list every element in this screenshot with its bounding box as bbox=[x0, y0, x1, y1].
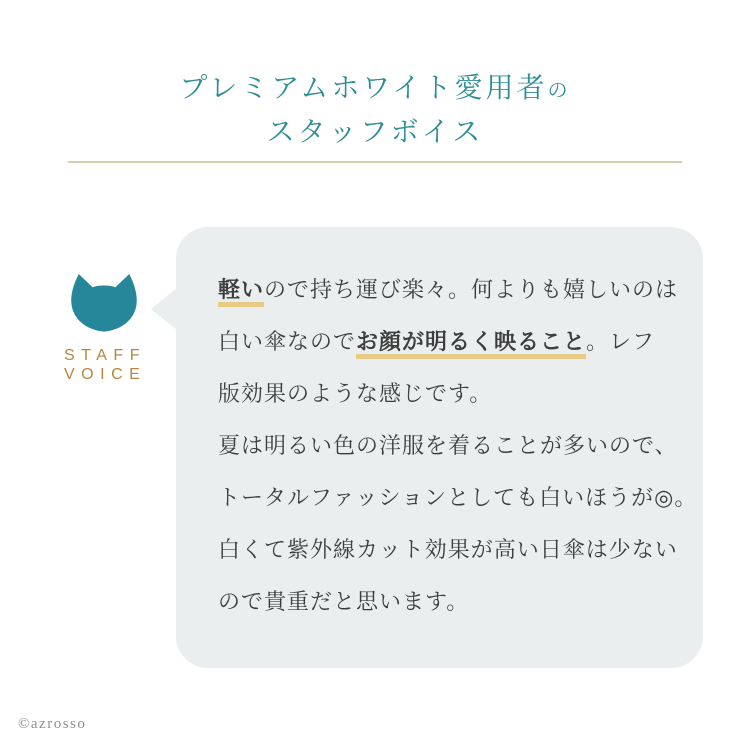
divider bbox=[68, 161, 682, 163]
testimonial-segment: 軽い bbox=[218, 277, 264, 307]
testimonial-line bbox=[218, 316, 687, 368]
testimonial-text bbox=[176, 227, 703, 628]
testimonial-segment: 白い傘なので bbox=[218, 329, 357, 354]
testimonial-segment: お顔が明るく映ること bbox=[356, 329, 586, 359]
staff-label-line2: VOICE bbox=[64, 366, 147, 383]
staff-voice-label bbox=[64, 346, 174, 384]
cat-icon bbox=[68, 274, 140, 333]
speech-bubble bbox=[176, 227, 703, 668]
testimonial-line bbox=[218, 368, 687, 420]
testimonial-segment: 。レフ bbox=[586, 329, 656, 354]
testimonial-segment: トータルファッションとしても白いほうが◎。 bbox=[218, 485, 698, 510]
testimonial-segment: 白くて紫外線カット効果が高い日傘は少ない bbox=[218, 537, 678, 562]
testimonial-line bbox=[218, 524, 687, 576]
page-title-line1: プレミアムホワイト愛用者の bbox=[179, 73, 571, 104]
testimonial-line bbox=[218, 472, 698, 524]
testimonial-segment: 夏は明るい色の洋服を着ることが多いので、 bbox=[218, 433, 678, 458]
staff-label-line1: STAFF bbox=[64, 347, 146, 364]
testimonial-line bbox=[218, 264, 687, 316]
page-title bbox=[0, 68, 750, 154]
copyright-watermark: ©azrosso bbox=[18, 716, 87, 732]
testimonial-line bbox=[218, 420, 687, 472]
speech-bubble-tail bbox=[151, 288, 177, 330]
testimonial-segment: 版効果のような感じです。 bbox=[218, 381, 493, 406]
testimonial-line bbox=[218, 576, 687, 628]
testimonial-segment: ので持ち運び楽々。何よりも嬉しいのは bbox=[264, 277, 679, 302]
page-title-line2: スタッフボイス bbox=[266, 117, 484, 148]
testimonial-segment: ので貴重だと思います。 bbox=[218, 589, 470, 614]
